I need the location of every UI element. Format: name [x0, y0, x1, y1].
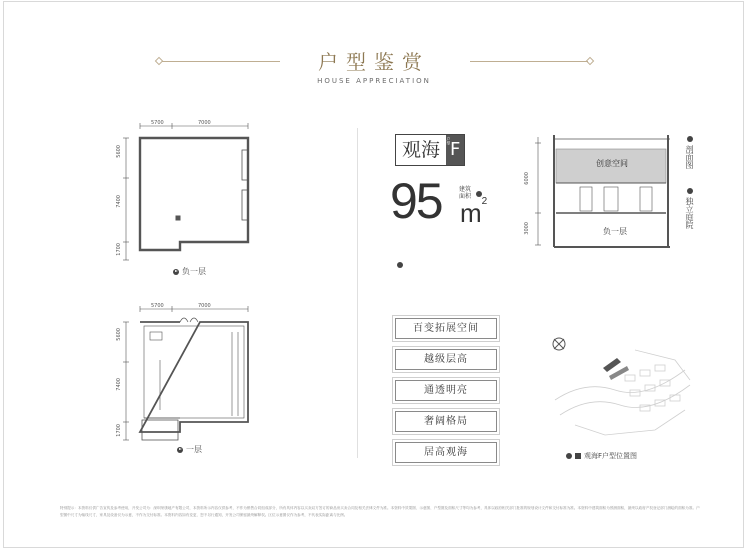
- basement-caption: [173, 266, 206, 277]
- section-drawing: [520, 125, 680, 260]
- site-map-caption: [566, 451, 637, 461]
- area-value: 95: [390, 173, 442, 229]
- area-tag: 建筑面积: [459, 186, 472, 200]
- basement-dim-left-2: 7400: [116, 195, 122, 208]
- basement-caption-text: 负一层: [182, 267, 206, 276]
- section-label-basement: 负一层: [603, 227, 627, 236]
- ground-caption: [177, 444, 202, 455]
- site-map: [545, 330, 695, 445]
- column-divider: [357, 128, 358, 458]
- section-side-label-1: [684, 136, 695, 169]
- floor-plans-drawing: [100, 110, 300, 460]
- play-bullet-icon: [687, 136, 693, 142]
- unit-type-badge: [446, 135, 464, 165]
- basement-dim-top-1: 5700: [151, 120, 164, 126]
- area-unit-m: m: [460, 198, 482, 228]
- feature-5: 居高观海: [395, 442, 497, 463]
- ground-dim-top-2: 7000: [198, 303, 211, 309]
- unit-type-suffix: 户型: [446, 137, 452, 145]
- feature-2: 越级层高: [395, 349, 497, 370]
- site-map-caption-text: 观海F户型位置图: [584, 452, 638, 460]
- ground-dim-left-2: 7400: [116, 378, 122, 391]
- footer-disclaimer: 特别提示：本资料仅供广告宣传及参考使用，开发公司为：深圳荣康地产有限公司，本资料所示内容仅供参考，不作为销售合同组成部分，所有具体内容以买卖双方签订的商品房买卖合同及相关法律文件为准。本资料中效果图、示意图、户型图及面积尺寸等均为参考，具体以政府相关部门批准的规划设计文件和交付标准为准。本资料中建筑面积为预测面积，最终以政府产权登记部门测绘的面积为准。户型图中尺寸为轴线尺寸，家具及设备仅为示意，不作为交付标准。本资料内容如有变更，恕不另行通知，开发公司保留最终解释权。区位示意图仅作为参考，不代表实际距离与比例。: [60, 506, 700, 517]
- ground-plan: [123, 306, 248, 440]
- section-dim-lower: 3000: [524, 222, 530, 235]
- feature-4: 奢阔格局: [395, 411, 497, 432]
- feature-1: 百变拓展空间: [395, 318, 497, 339]
- ground-dim-left-1: 5600: [116, 328, 122, 341]
- play-bullet-icon: [566, 453, 572, 459]
- basement-dim-left-1: 5600: [116, 145, 122, 158]
- section-side-label-1-text: 剖面图: [685, 145, 694, 169]
- section-side-label-2-text: 独立庭院: [685, 197, 694, 229]
- play-bullet-icon: [177, 447, 183, 453]
- feature-3: 通透明亮: [395, 380, 497, 401]
- unit-name-box: [395, 134, 465, 166]
- area-unit-sup: 2: [481, 196, 488, 207]
- play-bullet-icon: [173, 269, 179, 275]
- legend-square-icon: [575, 453, 581, 459]
- basement-dim-top-2: 7000: [198, 120, 211, 126]
- unit-name: 观海: [402, 139, 441, 161]
- section-side-label-2: [684, 188, 695, 229]
- section-dim-upper: 6000: [524, 172, 530, 185]
- area-unit: [460, 198, 487, 229]
- play-bullet-icon: [687, 188, 693, 194]
- ground-dim-top-1: 5700: [151, 303, 164, 309]
- play-bullet-icon: [397, 262, 403, 268]
- ground-caption-text: 一层: [186, 445, 202, 454]
- section-label-creative: 创意空间: [596, 159, 628, 168]
- basement-dim-left-3: 1700: [116, 243, 122, 256]
- basement-plan: [123, 123, 248, 260]
- unit-type-letter: F: [450, 139, 461, 160]
- page-subtitle: HOUSE APPRECIATION: [317, 77, 431, 85]
- page-title: 户型鉴赏: [318, 50, 430, 74]
- ground-dim-left-3: 1700: [116, 424, 122, 437]
